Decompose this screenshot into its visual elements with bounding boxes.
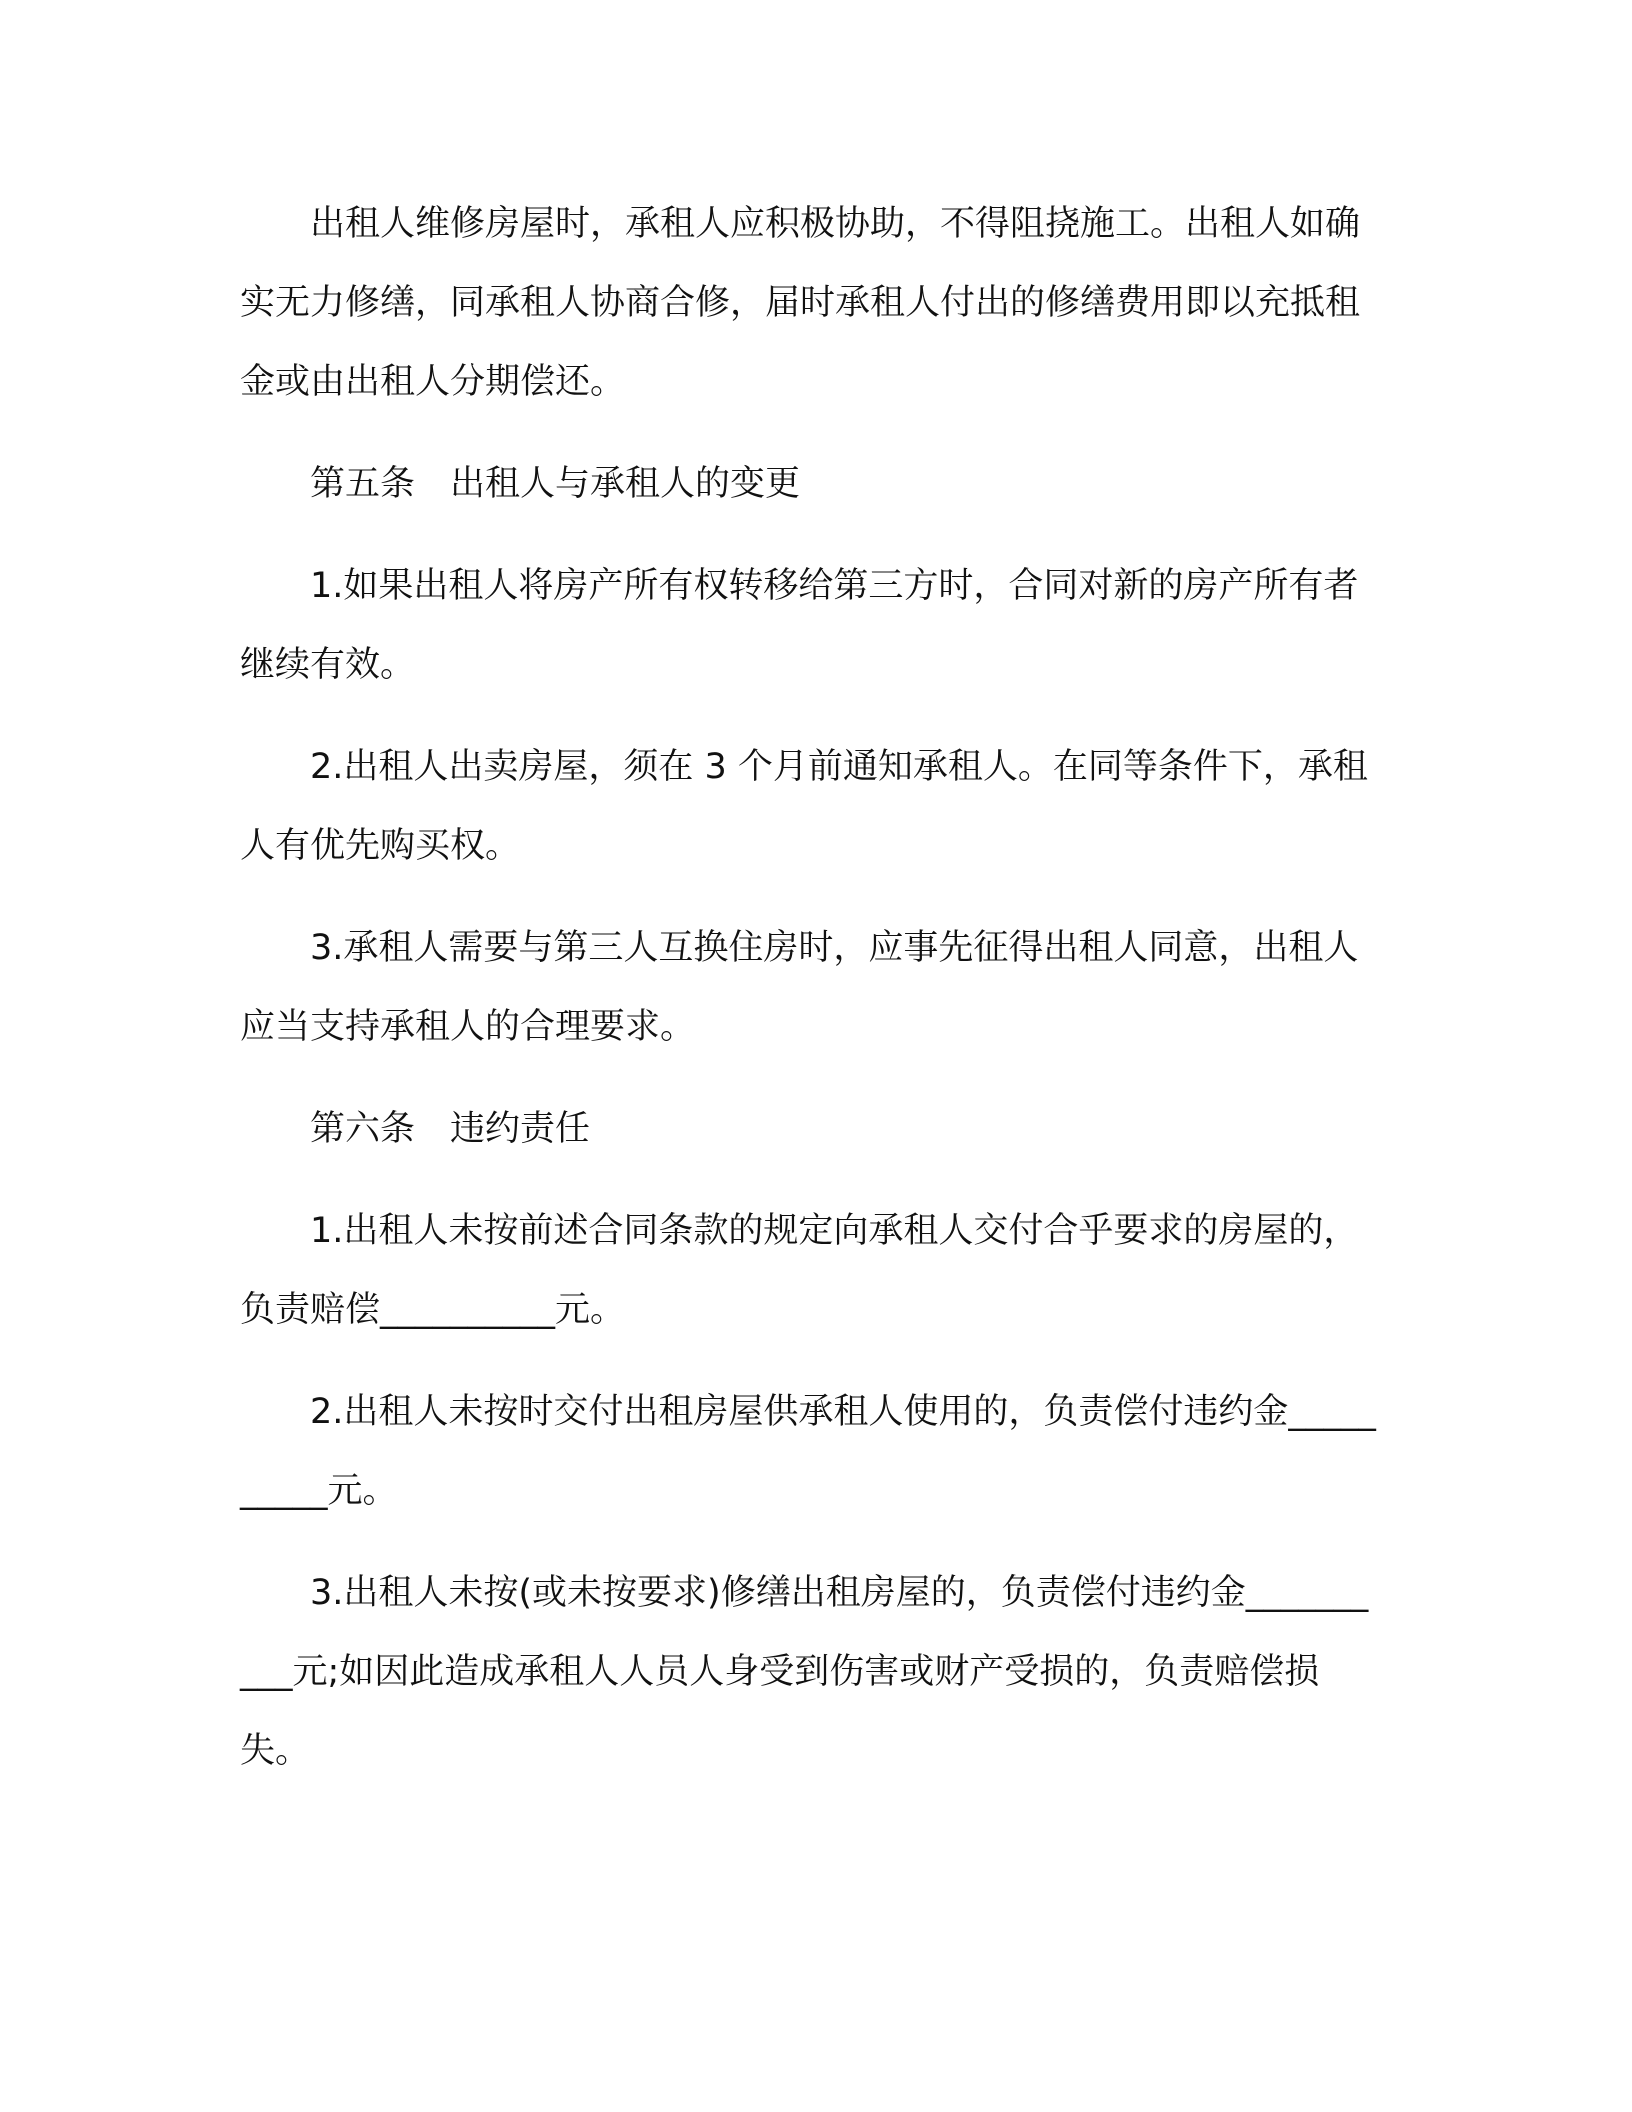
article-6-item-3: 3.出租人未按(或未按要求)修缮出租房屋的，负责偿付违约金__________元;如因此造成承租人人员人身受到伤害或财产受损的，负责赔偿损失。 xyxy=(240,1573,1369,1771)
article-6-heading: 第六条 违约责任 xyxy=(310,1109,591,1149)
paragraph-repair-cooperation: 出租人维修房屋时，承租人应积极协助，不得阻挠施工。出租人如确实无力修缮，同承租人协商合修，届时承租人付出的修缮费用即以充抵租金或由出租人分期偿还。 xyxy=(240,204,1361,402)
article-6-item-2: 2.出租人未按时交付出租房屋供承租人使用的，负责偿付违约金__________元。 xyxy=(240,1392,1376,1511)
article-6-item-1: 1.出租人未按前述合同条款的规定向承租人交付合乎要求的房屋的，负责赔偿__________元。 xyxy=(240,1211,1359,1330)
article-5-item-1: 1.如果出租人将房产所有权转移给第三方时，合同对新的房产所有者继续有效。 xyxy=(240,566,1359,685)
article-5-item-2: 2.出租人出卖房屋，须在 3 个月前通知承租人。在同等条件下，承租人有优先购买权。 xyxy=(240,747,1368,866)
article-5-heading: 第五条 出租人与承租人的变更 xyxy=(310,464,801,504)
article-5-item-3: 3.承租人需要与第三人互换住房时，应事先征得出租人同意，出租人应当支持承租人的合理要求。 xyxy=(240,928,1359,1047)
document-body xyxy=(240,185,1380,1791)
